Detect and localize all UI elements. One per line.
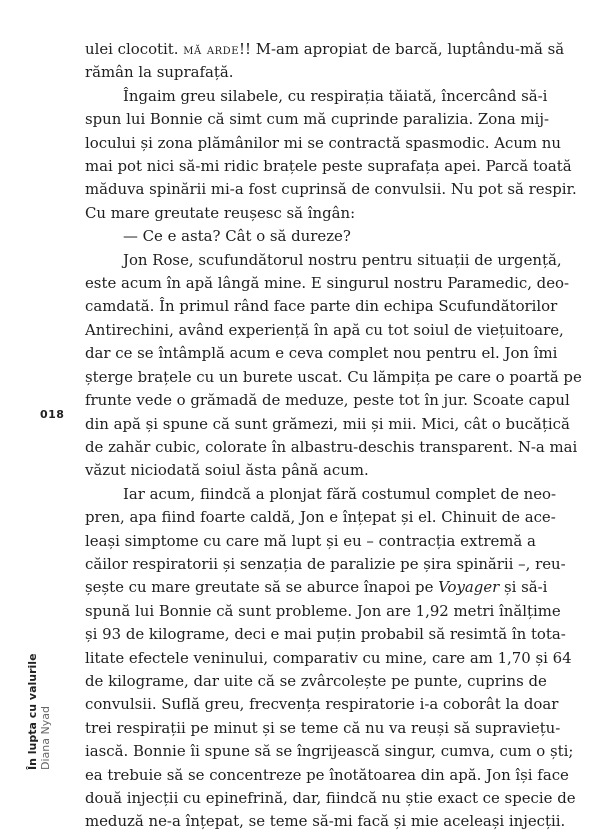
text-line: spună lui Bonnie că sunt probleme. Jon are 1,92 metri înălțime: [85, 601, 561, 620]
body-text: [85, 38, 582, 834]
text-line: trei respirații pe minut și se teme că nu va reuși să supraviețu-: [85, 718, 561, 737]
text-line: iască. Bonnie îi spune să se îngrijească singur, cumva, cum o ști;: [85, 742, 574, 761]
text-line: pren, apa fiind foarte caldă, Jon e înțepat și el. Chinuit de ace-: [85, 508, 556, 527]
running-header: [26, 653, 52, 770]
text-line: văzut niciodată soiul ăsta până acum.: [85, 461, 369, 480]
paragraph-2: [85, 85, 577, 225]
text-line: Antirechini, având experiență în apă cu tot soiul de viețuitoare,: [85, 320, 564, 339]
text-line: Îngaim greu silabele, cu respirația tăiată, încercând să-i: [123, 86, 548, 105]
text-line: Iar acum, fiindcă a plonjat fără costumul complet de neo-: [123, 484, 557, 503]
text-line: ulei clocotit. mă arde!! M-am apropiat de barcă, luptându-mă să: [85, 40, 565, 58]
text-line: leași simptome cu care mă lupt și eu – contracția extremă a: [85, 531, 536, 550]
text-line: căilor respiratorii și senzația de paralizie pe șira spinării –, reu-: [85, 554, 566, 573]
text-line: spun lui Bonnie că simt cum mă cuprinde paralizia. Zona mij-: [85, 110, 549, 129]
paragraph-5: [85, 483, 576, 834]
text-line: de kilograme, dar uite că se zvârcolește pe punte, cuprins de: [85, 671, 547, 690]
running-author: Diana Nyad: [39, 706, 52, 770]
text-line: meduză ne-a înțepat, se teme să-mi facă și mie aceleași injecții.: [85, 812, 566, 831]
text-line: — Ce e asta? Cât o să dureze?: [123, 227, 351, 246]
text-line: Jon Rose, scufundătorul nostru pentru situații de urgență,: [123, 250, 562, 269]
dialogue-line: [85, 225, 515, 248]
text-line: șește cu mare greutate să se aburce înapoi pe Voyager și să-i: [85, 578, 548, 597]
text-line: camdată. În primul rând face parte din echipa Scufundătorilor: [85, 297, 558, 316]
text-line: de zahăr cubic, colorate în albastru-deschis transparent. N-a mai: [85, 437, 578, 456]
text-line: măduva spinării mi-a fost cuprinsă de convulsii. Nu pot să respir.: [85, 180, 577, 199]
text-line: dar ce se întâmplă acum e ceva complet nou pentru el. Jon îmi: [85, 344, 558, 363]
text-line: convulsii. Suflă greu, frecvența respiratorie i-a coborât la doar: [85, 695, 559, 714]
text-line: litate efectele veninului, comparativ cu mine, care am 1,70 și 64: [85, 648, 572, 667]
running-book-title: În lupta cu valurile: [26, 653, 39, 770]
paragraph-1: [85, 38, 565, 85]
text-line: Cu mare greutate reușesc să îngân:: [85, 203, 356, 222]
text-line: frunte vede o grămadă de meduze, peste tot în jur. Scoate capul: [85, 391, 570, 410]
text-line: ea trebuie să se concentreze pe înotătoarea din apă. Jon își face: [85, 765, 569, 784]
text-line: locului și zona plămânilor mi se contractă spasmodic. Acum nu: [85, 133, 561, 152]
text-line: și 93 de kilograme, deci e mai puțin probabil să resimtă în tota-: [85, 625, 566, 644]
ship-name-italic: Voyager: [438, 578, 500, 597]
text-line: mai pot nici să-mi ridic brațele peste suprafața apei. Parcă toată: [85, 157, 572, 176]
text-line: rămân la suprafață.: [85, 63, 234, 82]
text-line: șterge brațele cu un burete uscat. Cu lămpița pe care o poartă pe: [85, 367, 582, 386]
text-line: din apă și spune că sunt grămezi, mii și mii. Mici, cât o bucățică: [85, 414, 570, 433]
emphasis-small-caps: mă arde: [183, 40, 239, 58]
page-number: 018: [40, 408, 65, 421]
text-line: este acum în apă lângă mine. E singurul nostru Paramedic, deo-: [85, 274, 570, 293]
text-line: două injecții cu epinefrină, dar, fiindcă nu știe exact ce specie de: [85, 789, 576, 807]
paragraph-4: [85, 249, 582, 483]
